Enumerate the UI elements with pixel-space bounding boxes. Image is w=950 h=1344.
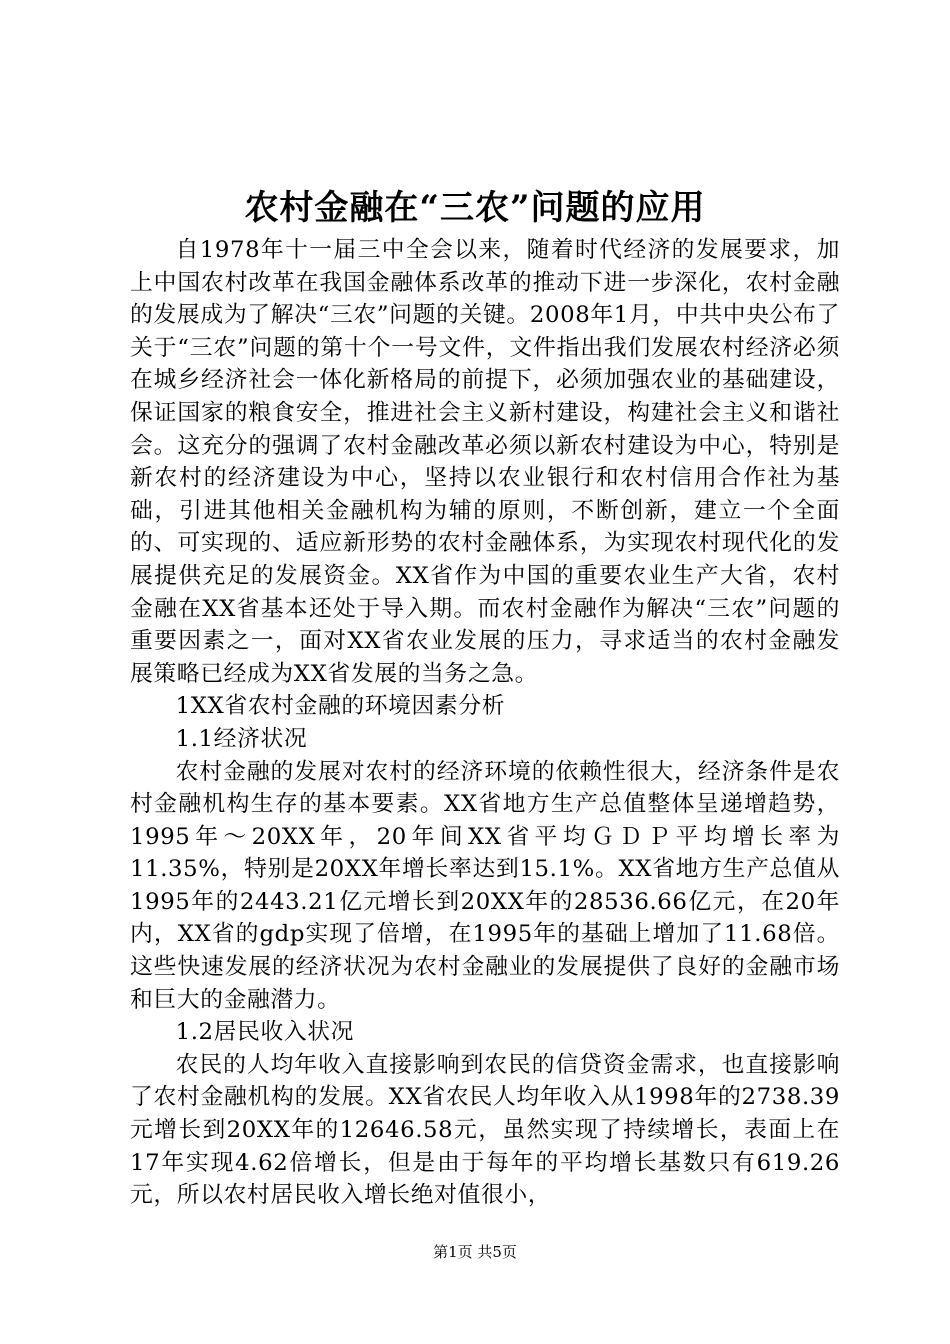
section-heading-1: 1XX省农村金融的环境因素分析 <box>175 693 506 720</box>
paragraph-income: 农民的人均年收入直接影响到农民的信贷资金需求，也直接影响了农村金融机构的发展。XX省农民人均年收入从1998年的2738.39元增长到20XX年的12646.58元，虽然实现了持续增长，表面上在17年实现4.62倍增长，但是由于每年的平均增长基数只有619.26元，所以农村居民收入增长绝对值很小， <box>130 1051 840 1209</box>
paragraph-economy: 农村金融的发展对农村的经济环境的依赖性很大，经济条件是农村金融机构生存的基本要素。XX省地方生产总值整体呈递增趋势，1995年～20XX年，20年间XX省平均ＧＤＰ平均增长率为11.35%，特别是20XX年增长率达到15.1%。XX省地方生产总值从1995年的2443.21亿元增长到20XX年的28536.66亿元，在20年内，XX省的gdp实现了倍增，在1995年的基础上增加了11.68倍。这些快速发展的经济状况为农村金融业的发展提供了良好的金融市场和巨大的金融潜力。 <box>130 758 840 1013</box>
paragraph-intro: 自1978年十一届三中全会以来，随着时代经济的发展要求，加上中国农村改革在我国金融体系改革的推动下进一步深化，农村金融的发展成为了解决“三农”问题的关键。2008年1月，中共中央公布了关于“三农”问题的第十个一号文件，文件指出我们发展农村经济必须在城乡经济社会一体化新格局的前提下，必须加强农业的基础建设，保证国家的粮食安全，推进社会主义新村建设，构建社会主义和谐社会。这充分的强调了农村金融改革必须以新农村建设为中心，特别是新农村的经济建设为中心，坚持以农业银行和农村信用合作社为基础，引进其他相关金融机构为辅的原则，不断创新，建立一个全面的、可实现的、适应新形势的农村金融体系，为实现农村现代化的发展提供充足的发展资金。XX省作为中国的重要农业生产大省，农村金融在XX省基本还处于导入期。而农村金融作为解决“三农”问题的重要因素之一，面对XX省农业发展的压力，寻求适当的农村金融发展策略已经成为XX省发展的当务之急。 <box>130 237 840 687</box>
document-title: 农村金融在“三农”问题的应用 <box>244 188 706 228</box>
subsection-heading-1-1: 1.1经济状况 <box>175 725 308 752</box>
subsection-heading-1-2: 1.2居民收入状况 <box>175 1019 355 1046</box>
document-body <box>130 234 840 1212</box>
page-footer: 第1页 共5页 <box>433 1243 517 1261</box>
